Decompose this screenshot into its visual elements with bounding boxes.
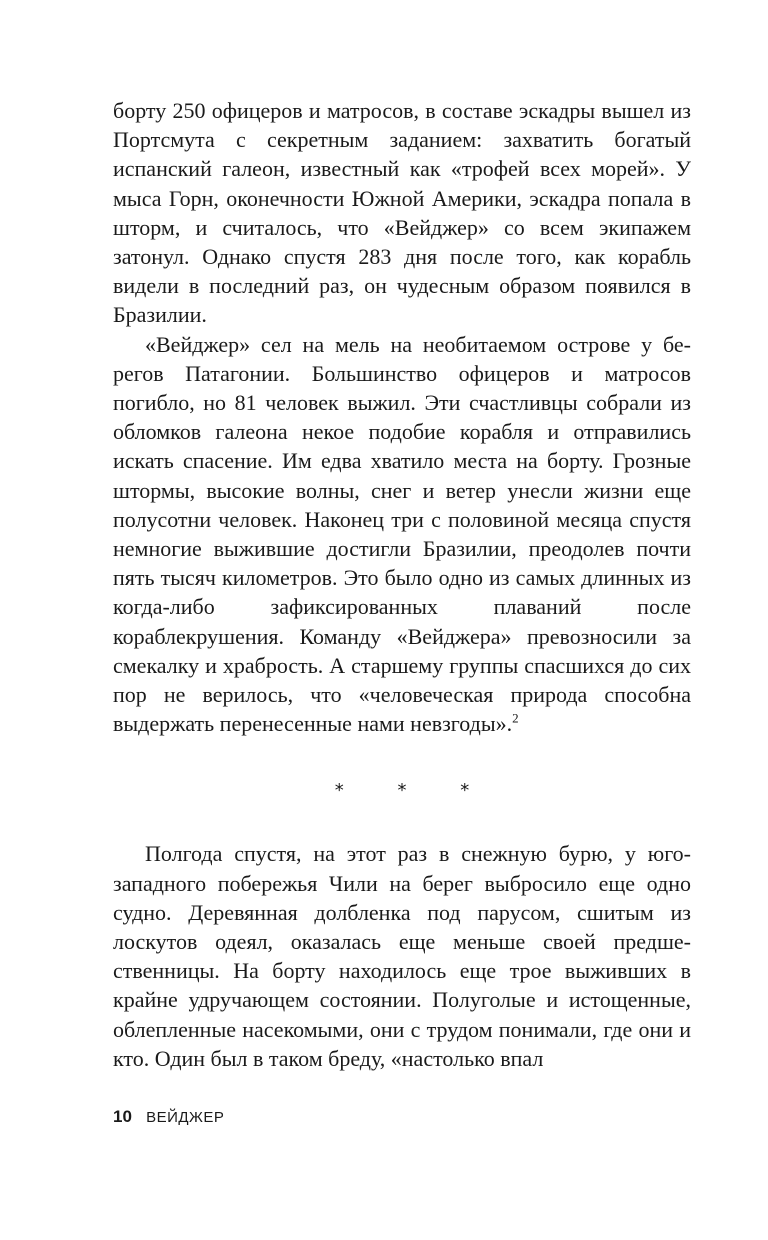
page-body	[113, 96, 691, 1073]
paragraph-1: борту 250 офицеров и матросов, в составе эскадры вышел из Портсмута с секретным заданием: захватить богатый испанский галеон, известный как «трофей всех морей». У мыса Горн, оконечности Южной Америки, эскадра попала в шторм, и считалось, что «Вейджер» со всем экипажем затонул. Однако спустя 283 дня после того, как корабль видели в последний раз, он чудесным образом появился в Бразилии.	[113, 98, 691, 328]
running-head: ВЕЙДЖЕР	[146, 1109, 225, 1126]
section-separator: * * *	[334, 780, 494, 802]
footnote-reference: 2	[512, 710, 519, 726]
paragraph-2-text: «Вейджер» сел на мель на необитаемом острове у берегов Патагонии. Большинство офицеров и матросов погибло, но 81 человек выжил. Эти счастливцы собрали из обломков галеона некое подобие корабля и отправились искать спасение. Им едва хватило места на борту. Грозные штормы, высокие волны, снег и ветер унесли жизни еще полусотни человек. Наконец три с половиной месяца спустя немногие выжившие достигли Бразилии, преодолев почти пять тысяч километров. Это было одно из самых длинных из когда-либо зафиксированных плаваний после кораблекрушения. Команду «Вейджера» превозносили за смекалку и храбрость. А старшему группы спасшихся до сих пор не верилось, что «человеческая природа способна выдержать перенесенные нами невзгоды».	[113, 331, 691, 737]
page-number: 10	[113, 1107, 132, 1126]
page-footer	[113, 1107, 224, 1128]
paragraph-3: Полгода спустя, на этот раз в снежную бурю, у юго-западного побережья Чили на берег выбросило еще одно судно. Деревянная долбленка под парусом, сшитым из лоскутов одеял, оказалась еще меньше своей предшественницы. На борту находилось еще трое выживших в крайне удручающем состоянии. Полуголые и истощенные, облепленные насекомыми, они с трудом понимали, где они и кто. Один был в таком бреду, «настолько впал	[113, 841, 691, 1071]
paragraph-2	[113, 330, 691, 739]
